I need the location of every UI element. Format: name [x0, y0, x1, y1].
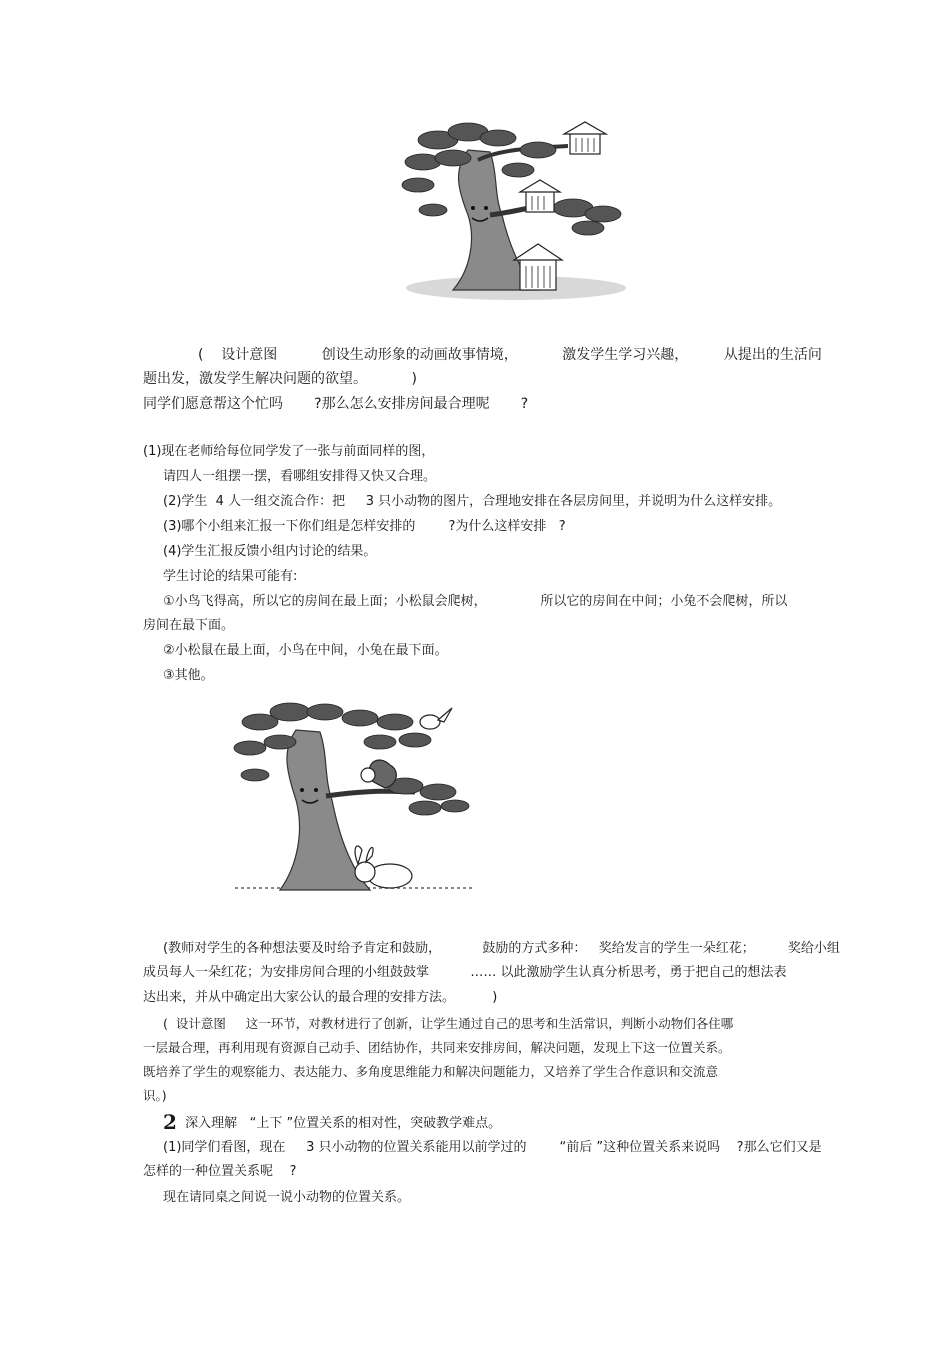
possible-results-label: 学生讨论的结果可能有:: [163, 569, 298, 584]
tree-animals-illustration: [230, 700, 480, 910]
design-intent-line-1: ( 设计意图 创设生动形象的动画故事情境， 激发学生学习兴趣， 从提出的生活问: [198, 347, 822, 363]
teacher-note-line-3: 达出来，并从中确定出大家公认的最合理的安排方法。 ): [143, 990, 498, 1005]
tree-houses-illustration: [398, 120, 638, 310]
step-4: (4)学生汇报反馈小组内讨论的结果。: [163, 544, 377, 559]
question-line: 同学们愿意帮这个忙吗 ?那么怎么安排房间最合理呢 ?: [143, 396, 529, 412]
design-intent-2-line-4: 识。): [143, 1088, 167, 1103]
step-2: (2)学生 4 人一组交流合作：把 3 只小动物的图片，合理地安排在各层房间里，并说明为什么这样安排。: [163, 494, 782, 509]
result-2: ②小松鼠在最上面，小鸟在中间，小兔在最下面。: [163, 643, 448, 658]
design-intent-line-2: 题出发，激发学生解决问题的欲望。 ): [143, 371, 417, 387]
result-1-line-1: ①小鸟飞得高，所以它的房间在最上面；小松鼠会爬树， 所以它的房间在中间；小兔不会爬树，所以: [163, 594, 788, 609]
design-intent-2-line-3: 既培养了学生的观察能力、表达能力、多角度思维能力和解决问题能力，又培养了学生合作意识和交流意: [143, 1064, 719, 1079]
section-2-heading: [163, 1110, 502, 1134]
result-1-line-2: 房间在最下面。: [143, 618, 235, 633]
step-1-line-2: 请四人一组摆一摆，看哪组安排得又快又合理。: [163, 469, 437, 484]
step-3: (3)哪个小组来汇报一下你们组是怎样安排的 ?为什么这样安排 ?: [163, 519, 566, 534]
teacher-note-line-2: 成员每人一朵红花；为安排房间合理的小组鼓鼓掌 …… 以此激励学生认真分析思考，勇于把自己的想法表: [143, 965, 787, 980]
section-number: 2: [163, 1110, 177, 1134]
section-2-title: 深入理解 “上下 ”位置关系的相对性，突破教学难点。: [176, 1116, 502, 1131]
design-intent-2-line-2: 一层最合理，再利用现有资源自己动手、团结协作，共同来安排房间，解决问题，发现上下这一位置关系。: [143, 1040, 731, 1055]
section-2-q1-line-3: 现在请同桌之间说一说小动物的位置关系。: [163, 1190, 411, 1205]
result-3: ③其他。: [163, 668, 214, 683]
design-intent-2-line-1: ( 设计意图 这一环节，对教材进行了创新，让学生通过自己的思考和生活常识，判断小动物们各住哪: [163, 1016, 734, 1031]
teacher-note-line-1: (教师对学生的各种想法要及时给予肯定和鼓励， 鼓励的方式多种： 奖给发言的学生一朵红花； 奖给小组: [163, 941, 840, 956]
section-2-q1-line-1: (1)同学们看图，现在 3 只小动物的位置关系能用以前学过的 “前后 ”这种位置关系来说吗 ?那么它们又是: [163, 1140, 822, 1155]
section-2-q1-line-2: 怎样的一种位置关系呢 ?: [143, 1164, 297, 1179]
step-1-line-1: (1)现在老师给每位同学发了一张与前面同样的图，: [143, 444, 435, 459]
